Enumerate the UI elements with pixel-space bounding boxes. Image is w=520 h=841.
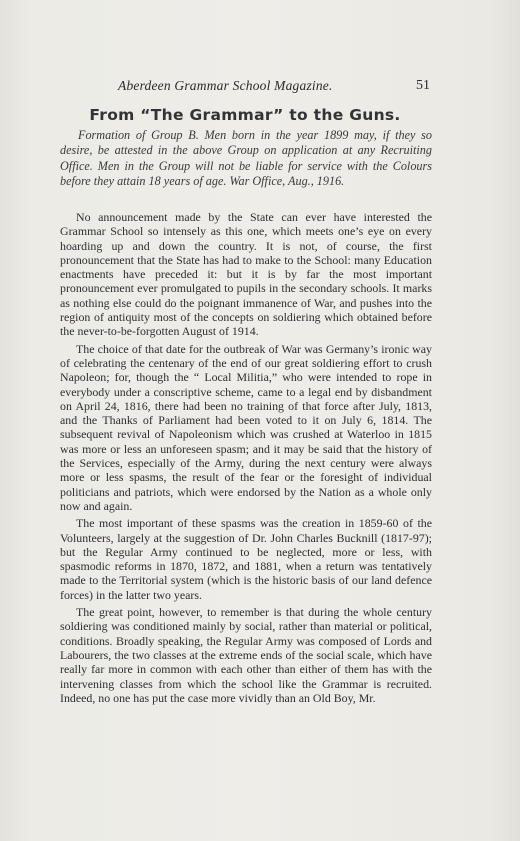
paragraph: The choice of that date for the outbreak of War was Germany’s ironic way of celebrating the centenary of the end of our great soldiering effort to crush Napoleon; for, though the “ Local Militia,” who were intended to rope in everybody under a conscriptive scheme, came to a legal end by disbandment on April 24, 1816, there had been no training of that force after July, 1813, and the Thanks of Parliament had been voted to it on July 6, 1814. The subsequent revival of Napoleonism which was crushed at Waterloo in 1815 was more or less an unforeseen spasm; and it may be said that the history of the Services, especially of the Army, during the next century were always more or less spasms, the result of the fear or the foresight of individual politicians and patriots, which were endorsed by the Nation as a whole only now and again. [60, 341, 432, 513]
paragraph: No announcement made by the State can ever have interested the Grammar School so intensely as this one, which meets one’s eye on every hoarding up and down the country. It is not, of course, the first pronouncement that the State has had to make to the School: many Education enactments have preceded it: but it is by far the most important pronouncement ever promulgated to pupils in the secondary schools. It marks as nothing else could do the poignant immanence of War, and pushes into the region of antiquity most of the concepts on soldiering which obtained before the never-to-be-forgotten August of 1914. [60, 210, 432, 339]
article-body [60, 210, 432, 708]
page-number: 51 [416, 78, 430, 93]
paragraph: The great point, however, to remember is that during the whole century soldiering was conditioned mainly by social, rather than material or political, conditions. Broadly speaking, the Regular Army was composed of Lords and Labourers, the two classes at the extreme ends of the social scale, which have really far more in common with each other than either of them has with the intervening classes from which the school like the Grammar is recruited. Indeed, no one has put the case more vividly than an Old Boy, Mr. [60, 605, 432, 705]
epigraph-text: Formation of Group B. Men born in the year 1899 may, if they so desire, be attested in the above Group on application at any Recruiting Office. Men in the Group will not be liable for service with the Colours before they attain 18 years of age. War Office, Aug., 1916. [60, 128, 432, 189]
running-header [60, 78, 430, 96]
paragraph: The most important of these spasms was the creation in 1859-60 of the Volunteers, largely at the suggestion of Dr. John Charles Bucknill (1817-97); but the Regular Army continued to be neglected, more or less, with spasmodic reforms in 1870, 1872, and 1881, when a return was tentatively made to the Territorial system (which is the historic basis of our land defence forces) in the latter two years. [60, 516, 432, 602]
running-title: Aberdeen Grammar School Magazine. [118, 78, 333, 93]
article-title: From “The Grammar” to the Guns. [89, 106, 401, 124]
epigraph [60, 128, 432, 190]
